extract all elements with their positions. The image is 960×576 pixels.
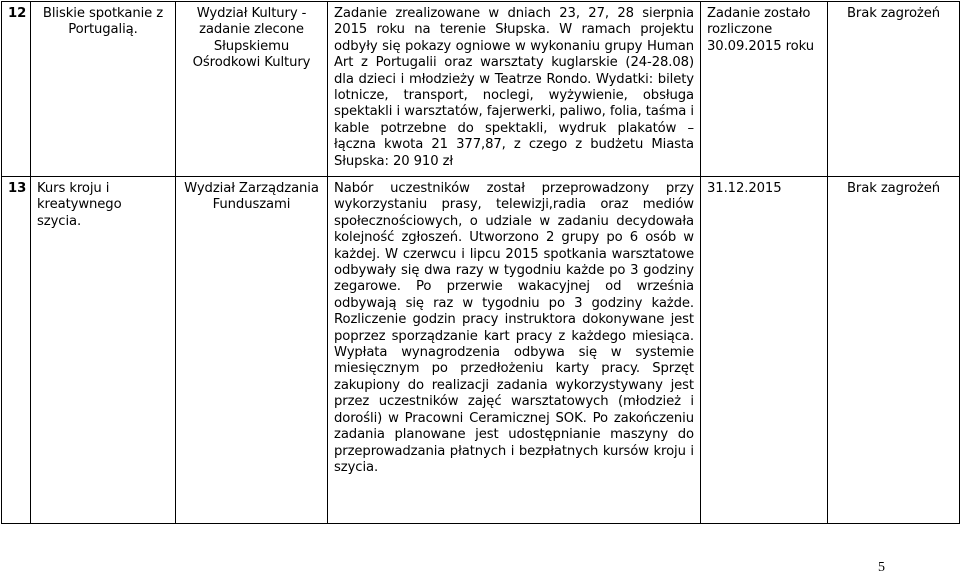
task-name-cell: Kurs kroju i kreatywnego szycia. (31, 177, 176, 524)
page-number: 5 (878, 560, 885, 575)
row-number-cell: 13 (2, 177, 31, 524)
table-row (2, 2, 960, 177)
task-description-cell: Zadanie zrealizowane w dniach 23, 27, 28 sierpnia 2015 roku na terenie Słupska. W ramach projektu odbyły się pokazy ogniowe w wykonaniu grupy Human Art z Portugalii oraz warsztaty kuglarskie (24-28.08) dla dzieci i młodzieży w Teatrze Rondo. Wydatki: bilety lotnicze, transport, noclegi, wyżywienie, obsługa spektakli i warsztatów, fajerwerki, paliwo, folia, taśma i kable potrzebne do spektakli, wydruk plakatów – łączna kwota 21 377,87, z czego z budżetu Miasta Słupska: 20 910 zł (328, 2, 701, 177)
task-description-cell: Nabór uczestników został przeprowadzony przy wykorzystaniu prasy, telewizji,radia oraz mediów społecznościowych, o udziale w zadaniu decydowała kolejność zgłoszeń. Utworzono 2 grupy po 6 osób w każdej. W czerwcu i lipcu 2015 spotkania warsztatowe odbywały się dwa razy w tygodniu każde po 3 godziny zegarowe. Po przerwie wakacyjnej od września odbywają się raz w tygodniu po 3 godziny każde. Rozliczenie godzin pracy instruktora dokonywane jest poprzez sporządzanie kart pracy z każdego miesiąca. Wypłata wynagrodzenia odbywa się w systemie miesięcznym po przedłożeniu karty pracy. Sprzęt zakupiony do realizacji zadania wykorzystywany jest przez uczestników zajęć warsztatowych (młodzież i dorośli) w Pracowni Ceramicznej SOK. Po zakończeniu zadania planowane jest udostępnianie maszyny do przeprowadzania płatnych i bezpłatnych kursów kroju i szycia. (328, 177, 701, 524)
row-number-cell: 12 (2, 2, 31, 177)
responsible-unit-cell: Wydział Zarządzania Funduszami (176, 177, 328, 524)
risks-cell: Brak zagrożeń (828, 177, 960, 524)
deadline-cell: 31.12.2015 (701, 177, 828, 524)
risks-cell: Brak zagrożeń (828, 2, 960, 177)
table-row (2, 177, 960, 524)
task-name-cell: Bliskie spotkanie z Portugalią. (31, 2, 176, 177)
report-table (1, 1, 960, 524)
responsible-unit-cell: Wydział Kultury - zadanie zlecone Słupskiemu Ośrodkowi Kultury (176, 2, 328, 177)
deadline-cell: Zadanie zostało rozliczone 30.09.2015 roku (701, 2, 828, 177)
